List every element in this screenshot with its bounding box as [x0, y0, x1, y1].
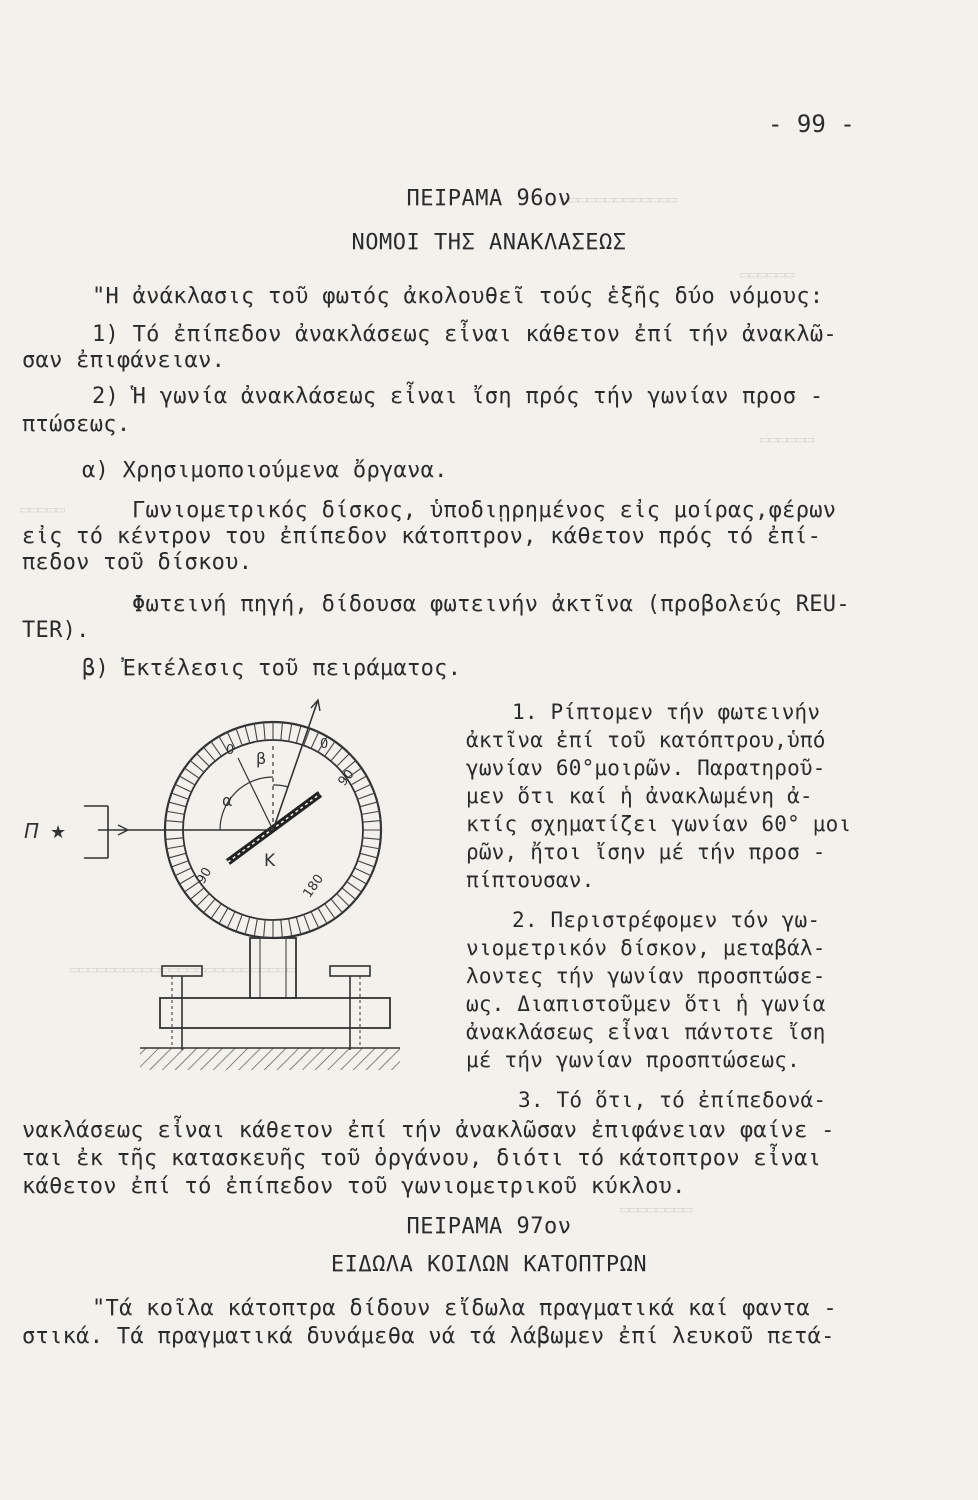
law-1-line-2: σαν ἐπιφάνειαν. [22, 348, 226, 373]
disc-tick [331, 747, 343, 761]
disc-tick [360, 853, 377, 858]
disc-tick [227, 912, 235, 928]
disc-tick [296, 917, 301, 934]
step-2-line: μέ τήν γωνίαν προσπτώσεως. [466, 1048, 800, 1072]
disc-tick [167, 811, 185, 814]
disc-tick [281, 920, 283, 938]
disc-tick [185, 882, 200, 892]
intro-line: "Η ἀνάκλασις τοῦ φωτός ἀκολουθεῖ τούς ἑξῆς δύο νόμους: [92, 284, 824, 309]
step-2-line: 2. Περιστρέφομεν τόν γω- [512, 908, 821, 932]
disc-tick [311, 912, 319, 928]
disc-tick [362, 811, 380, 814]
tools-1-line-3: πεδον τοῦ δίσκου. [22, 550, 253, 575]
disc-tick [360, 802, 377, 807]
tools-1-line-1: Γωνιομετρικός δίσκος, ὑποδιῃρημένος εἰς μοίρας,φέρων [132, 498, 837, 523]
disc-tick [165, 838, 183, 840]
disc-tick [296, 726, 301, 743]
tools-1-line-2: εἰς τό κέντρον του ἐπίπεδον κάτοπτρον, κάθετον πρός τό ἐπί- [22, 524, 822, 549]
disc-tick [289, 919, 292, 937]
step-1-line: ρῶν, ἤτοι ἴσην μέ τήν προσ - [466, 840, 826, 864]
degree-0-right: 0 [320, 737, 329, 752]
disc-tick [331, 899, 343, 913]
disc-tick [219, 908, 228, 924]
step-3-line-2: νακλάσεως εἶναι κάθετον ἐπί τήν ἀνακλῶσαν ἐπιφάνειαν φαίνε - [22, 1118, 835, 1143]
step-1-line: κτίς σχηματίζει γωνίαν 60° μοι [466, 812, 852, 836]
disc-tick [281, 722, 283, 740]
disc-tick [355, 784, 371, 792]
section-b-heading: β) Ἐκτέλεσις τοῦ πειράματος. [82, 656, 462, 681]
disc-tick [318, 908, 327, 924]
experiment-96-subtitle: ΝΟΜΟΙ ΤΗΣ ΑΝΑΚΛΑΣΕΩΣ [351, 230, 627, 255]
experiment-97-title: ΠΕΙΡΑΜΑ 97ον [406, 1214, 572, 1239]
page-number: - 99 - [768, 110, 855, 138]
step-1-line: πίπτουσαν. [466, 868, 595, 892]
stand [140, 938, 400, 1070]
disc-tick [185, 768, 200, 778]
disc-tick [358, 861, 375, 867]
goniometer-figure [20, 690, 460, 1090]
degree-180-bottom: 180 [300, 871, 328, 901]
disc-tick [363, 821, 381, 823]
step-1-line: γωνίαν 60°μοιρῶν. Παρατηροῦ- [466, 756, 826, 780]
disc-tick [172, 793, 189, 799]
law-2-line-1: 2) Ἡ γωνία ἀνακλάσεως εἶναι ἴση πρός τήν γωνίαν προσ - [92, 384, 824, 409]
tools-2-line-1: Φωτεινή πηγή, δίδουσα φωτεινήν ἀκτῖνα (προβολεύς REU- [132, 592, 850, 617]
disc-tick [165, 821, 183, 823]
disc-tick [363, 838, 381, 840]
step-2-line: ως. Διαπιστοῦμεν ὅτι ἡ γωνία [466, 992, 826, 1016]
disc-tick [204, 899, 216, 913]
step-1-line: 1. Ρίπτομεν τήν φωτεινήν [512, 700, 821, 724]
disc-tick [236, 729, 242, 746]
alpha-label: α [222, 791, 233, 810]
disc-tick [337, 754, 350, 767]
document-page: ▭▭▭▭▭▭▭▭▭▭▭▭▭ ▭▭▭▭▭▭ ▭▭▭▭▭▭ ▭▭▭▭▭ ▭▭▭▭▭▭▭▭▭▭▭▭▭▭▭▭▭▭▭▭▭▭▭▭▭ ▭▭▭▭▭▭▭▭ - 99 - ΠΕΙΡΑΜΑ 96ον ΝΟΜΟΙ ΤΗΣ ΑΝΑΚΛΑΣΕΩΣ "Η ἀνάκλασις τοῦ φωτός ἀκολουθεῖ τούς ἑξῆς δύο νόμους: 1) Τό ἐπίπεδον ἀνακλάσεως εἶναι κάθετον ἐπί τήν ἀνακλῶ- σαν ἐπιφάνειαν. 2) Ἡ γωνία ἀνακλάσεως εἶναι ἴση πρός τήν γωνίαν προσ - πτώσεως. α) Χρησιμοποιούμενα ὄργανα. Γωνιομετρικός δίσκος, ὑποδιῃρημένος εἰς μοίρας,φέρων εἰς τό κέντρον του ἐπίπεδον κάτοπτρον, κάθετον πρός τό ἐπί- πεδον τοῦ δίσκου. Φωτεινή πηγή, δίδουσα φωτεινήν ἀκτῖνα (προβολεύς REU- TER). β) Ἐκτέλεσις τοῦ πειράματος. 1. Ρίπτομεν τήν φωτεινήν ἀκτῖνα ἐπί τοῦ κατόπτρου,ὑπό γωνίαν 60°μοιρῶν. Παρατηροῦ- μεν ὅτι καί ἡ ἀνακλωμένη ἀ- κτίς σχηματίζει γωνίαν 60° μοι ρῶν, ἤτοι ἴσην μέ τήν προσ - πίπτουσαν. 2. Περιστρέφομεν τόν γω- νιομετρικόν δίσκον, μεταβάλ- λοντες τήν γωνίαν προσπτώσε- ως. Διαπιστοῦμεν ὅτι ἡ γωνία ἀνακλάσεως εἶναι πάντοτε ἴση μέ τήν γωνίαν προσπτώσεως. 3. Τό ὅτι, τό ἐπίπεδονά- νακλάσεως εἶναι κάθετον ἐπί τήν ἀνακλῶσαν ἐπιφάνειαν φαίνε - ται ἐκ τῆς κατασκευῆς τοῦ ὀργάνου, διότι τό κάτοπτρον εἶναι κάθετον ἐπί τό ἐπίπεδον τοῦ γωνιομετρικοῦ κύκλου. ΠΕΙΡΑΜΑ 97ον ΕΙΔΩΛΑ ΚΟΙΛΩΝ ΚΑΤΟΠΤΡΩΝ "Τά κοῖλα κάτοπτρα δίδουν εἴδωλα πραγματικά καί φαντα - στικά. Τά πραγματικά δυνάμεθα νά τά λάβωμεν ἐπί λευκοῦ πετά- α β Κ 0 0 90 90 180 Π ★ [0, 0, 978, 1500]
disc-tick [355, 868, 371, 876]
disc-tick [197, 754, 210, 767]
angle-beta-arc [273, 785, 288, 787]
disc-tick [175, 868, 191, 876]
disc-tick [342, 888, 356, 900]
step-3-line-3: ται ἐκ τῆς κατασκευῆς τοῦ ὀργάνου, διότι τό κάτοπτρον εἶναι [22, 1146, 822, 1171]
disc-tick [289, 724, 292, 742]
disc-tick [254, 919, 257, 937]
step-2-line: λοντες τήν γωνίαν προσπτώσε- [466, 964, 826, 988]
disc-tick [175, 784, 191, 792]
disc-tick [347, 882, 362, 892]
tools-2-line-2: TER). [22, 618, 90, 643]
disc-tick [211, 904, 221, 919]
disc-tick [236, 915, 242, 932]
disc-tick [254, 724, 257, 742]
disc-tick [197, 894, 210, 907]
disc-tick [172, 861, 189, 867]
disc-tick [179, 776, 195, 785]
disc-tick [304, 915, 310, 932]
disc-tick [311, 732, 319, 748]
disc-tick [358, 793, 375, 799]
step-1-line: μεν ὅτι καί ἡ ἀνακλωμένη ἀ- [466, 784, 813, 808]
step-1-line: ἀκτῖνα ἐπί τοῦ κατόπτρου,ὑπό [466, 728, 826, 752]
source-label: Π [24, 819, 40, 843]
step-2-line: ἀνακλάσεως εἶναι πάντοτε ἴση [466, 1020, 826, 1044]
experiment-96-title: ΠΕΙΡΑΜΑ 96ον [406, 186, 572, 211]
disc-tick [211, 742, 221, 757]
disc-tick [351, 875, 367, 884]
experiment-97-line-2: στικά. Τά πραγματικά δυνάμεθα νά τά λάβωμεν ἐπί λευκοῦ πετά- [22, 1324, 835, 1349]
section-a-heading: α) Χρησιμοποιούμενα ὄργανα. [82, 458, 448, 483]
disc-tick [204, 747, 216, 761]
disc-tick [245, 917, 250, 934]
disc-tick [337, 894, 350, 907]
law-2-line-2: πτώσεως. [22, 412, 131, 437]
degree-90-left: 90 [193, 865, 216, 887]
step-3-line-1: 3. Τό ὅτι, τό ἐπίπεδονά- [518, 1088, 827, 1112]
step-3-line-4: κάθετον ἐπί τό ἐπίπεδον τοῦ γωνιομετρικοῦ κύκλου. [22, 1174, 686, 1199]
disc-tick [179, 875, 195, 884]
light-source [24, 806, 108, 858]
disc-tick [169, 802, 186, 807]
experiment-97-line-1: "Τά κοῖλα κάτοπτρα δίδουν εἴδωλα πραγματικά καί φαντα - [92, 1296, 837, 1321]
law-1-line-1: 1) Τό ἐπίπεδον ἀνακλάσεως εἶναι κάθετον ἐπί τήν ἀνακλῶ- [92, 322, 837, 347]
experiment-97-subtitle: ΕΙΔΩΛΑ ΚΟΙΛΩΝ ΚΑΤΟΠΤΡΩΝ [330, 1252, 648, 1277]
disc-tick [245, 726, 250, 743]
disc-tick [264, 920, 266, 938]
disc-tick [169, 853, 186, 858]
star-icon: ★ [50, 822, 67, 843]
disc-tick [264, 722, 266, 740]
disc-tick [362, 846, 380, 849]
step-2-line: νιομετρικόν δίσκον, μεταβάλ- [466, 936, 826, 960]
degree-90-right: 90 [335, 766, 358, 790]
disc-tick [190, 888, 204, 900]
disc-tick [167, 846, 185, 849]
center-label: Κ [264, 851, 276, 871]
disc-tick [325, 904, 335, 919]
disc-tick [190, 761, 204, 773]
beta-label: β [256, 749, 267, 768]
degree-0-left: 0 [226, 743, 235, 758]
